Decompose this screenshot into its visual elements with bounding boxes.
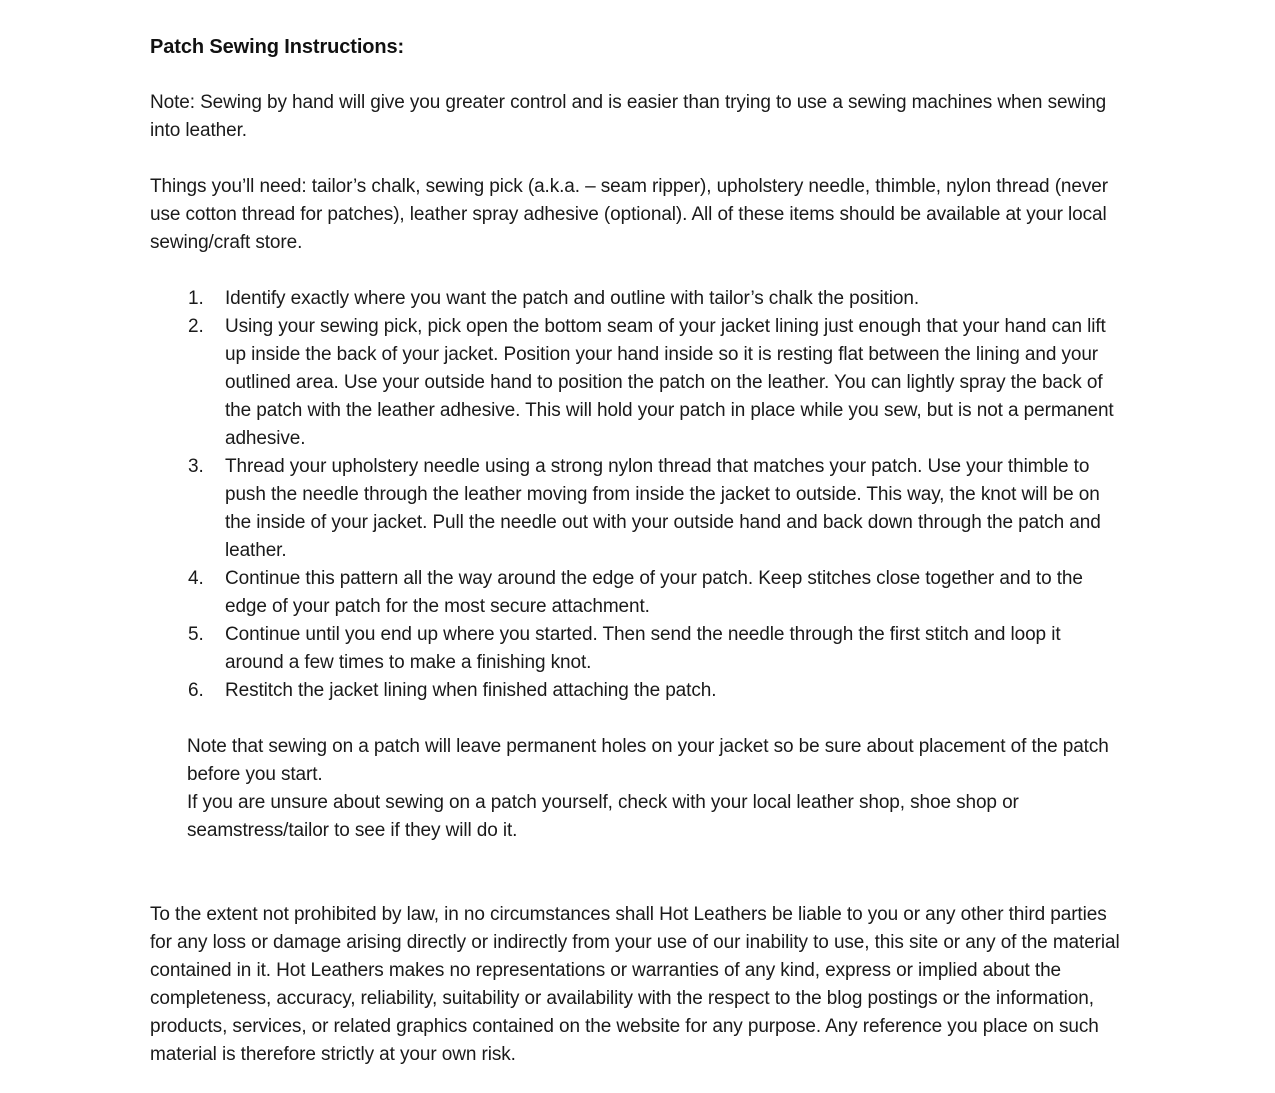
step-number: 3.: [188, 456, 204, 477]
disclaimer-paragraph: To the extent not prohibited by law, in no circumstances shall Hot Leathers be liable to you or any other third parties for any loss or damage arising directly or indirectly from your use of our inability to use, this site or any of the material contained in it. Hot Leathers makes no representations or warranties of any kind, express or implied about the completeness, accuracy, reliability, suitability or availability with the respect to the blog postings or the information, products, services, or related graphics contained on the website for any purpose. Any reference you place on such material is therefore strictly at your own risk.: [150, 904, 1120, 1065]
step-number: 5.: [188, 624, 204, 645]
step-text: Thread your upholstery needle using a strong nylon thread that matches your patch. Use your thimble to push the needle through the leather moving from inside the jacket to outside. This way, the knot will be on the inside of your jacket. Pull the needle out with your outside hand and back down through the patch and leather.: [225, 456, 1101, 561]
placement-note-line: If you are unsure about sewing on a patch yourself, check with your local leather shop, shoe shop or seamstress/tailor to see if they will do it.: [187, 792, 1019, 841]
step-item-2: [188, 313, 1124, 453]
instruction-steps-list: [150, 285, 1124, 705]
step-text: Continue this pattern all the way around the edge of your patch. Keep stitches close together and to the edge of your patch for the most secure attachment.: [225, 568, 1083, 617]
placement-notes-block: [187, 733, 1124, 845]
supplies-paragraph: Things you’ll need: tailor’s chalk, sewing pick (a.k.a. – seam ripper), upholstery needle, thimble, nylon thread (never use cotton thread for patches), leather spray adhesive (optional). All of these items should be available at your local sewing/craft store.: [150, 176, 1108, 253]
step-number: 2.: [188, 316, 204, 337]
step-item-6: [188, 677, 1124, 705]
step-text: Using your sewing pick, pick open the bottom seam of your jacket lining just enough that your hand can lift up inside the back of your jacket. Position your hand inside so it is resting flat between the lining and your outlined area. Use your outside hand to position the patch on the leather. You can lightly spray the back of the patch with the leather adhesive. This will hold your patch in place while you sew, but is not a permanent adhesive.: [225, 316, 1114, 449]
step-number: 4.: [188, 568, 204, 589]
step-item-4: [188, 565, 1124, 621]
step-text: Identify exactly where you want the patch and outline with tailor’s chalk the position.: [225, 288, 920, 309]
step-item-1: [188, 285, 1124, 313]
intro-note-paragraph: Note: Sewing by hand will give you greater control and is easier than trying to use a sewing machines when sewing into leather.: [150, 92, 1107, 141]
document-title: Patch Sewing Instructions:: [150, 36, 405, 58]
step-number: 1.: [188, 288, 204, 309]
step-item-3: [188, 453, 1124, 565]
step-text: Continue until you end up where you started. Then send the needle through the first stitch and loop it around a few times to make a finishing knot.: [225, 624, 1061, 673]
placement-note-line: Note that sewing on a patch will leave permanent holes on your jacket so be sure about placement of the patch before you start.: [187, 736, 1109, 785]
step-number: 6.: [188, 680, 204, 701]
step-text: Restitch the jacket lining when finished attaching the patch.: [225, 680, 717, 701]
step-item-5: [188, 621, 1124, 677]
